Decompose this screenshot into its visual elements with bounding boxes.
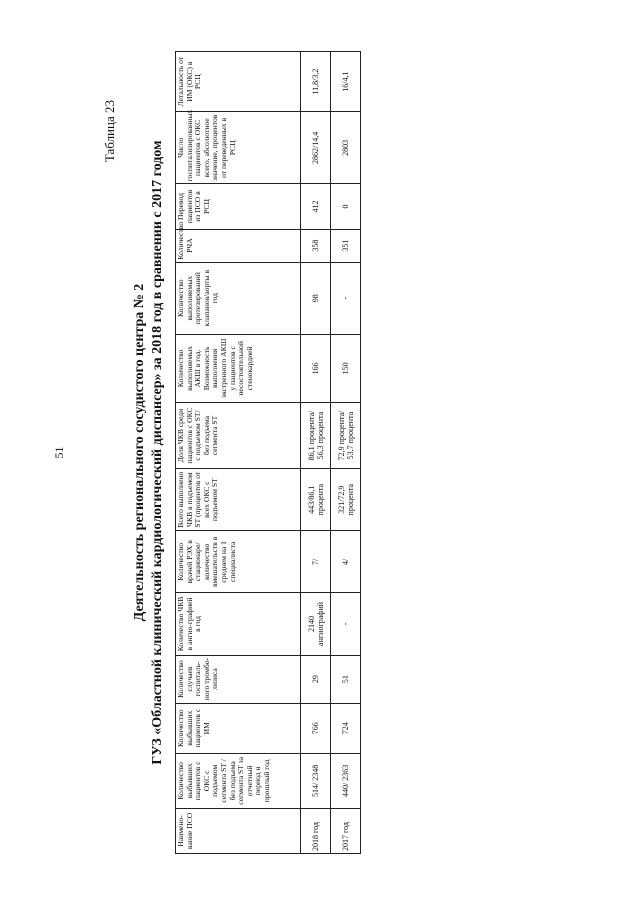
table-cell: 16/4,1 bbox=[331, 52, 361, 112]
header-cell: Наимено-вание ПСО bbox=[176, 808, 301, 853]
header-cell: Количество РЧА bbox=[176, 229, 301, 262]
header-cell: Количество выполняемых АКШ в год. Возможность выполнения экстренного АКШ у пациентов с несостоятельной стенокардией bbox=[176, 334, 301, 402]
table-cell: 412 bbox=[301, 184, 331, 229]
table-row bbox=[331, 52, 361, 854]
data-table bbox=[175, 51, 361, 854]
table-cell: - bbox=[331, 593, 361, 655]
table-cell: - bbox=[331, 262, 361, 334]
table-cell: 2018 год bbox=[301, 808, 331, 853]
table-cell: 443/86,1 процента bbox=[301, 469, 331, 531]
table-cell: 351 bbox=[331, 229, 361, 262]
table-cell: 766 bbox=[301, 703, 331, 753]
table-cell: 11,8/3,2 bbox=[301, 52, 331, 112]
table-cell: 4/ bbox=[331, 531, 361, 593]
header-cell: Летальность от ИМ (ОКС) в РСЦ bbox=[176, 52, 301, 112]
table-cell: 2017 год bbox=[331, 808, 361, 853]
header-cell: Количество врачей РЭХ в стационаре/ количество вмешательств в среднем на 1 специалиста bbox=[176, 531, 301, 593]
table-cell: 440/ 2363 bbox=[331, 753, 361, 808]
table-label: Таблица 23 bbox=[102, 100, 117, 163]
table-cell: 166 bbox=[301, 334, 331, 402]
table-cell: 7/ bbox=[301, 531, 331, 593]
page-number: 51 bbox=[52, 446, 66, 459]
table-cell: 51 bbox=[331, 655, 361, 703]
header-cell: Доля ЧКВ среди пациентов с ОКС с подъемом ST/ без подъема сегмента ST bbox=[176, 402, 301, 468]
table-cell: 150 bbox=[331, 334, 361, 402]
table-cell: 724 bbox=[331, 703, 361, 753]
table-cell: 72,9 процента/ 53,7 процента bbox=[331, 402, 361, 468]
table-cell: 2803 bbox=[331, 112, 361, 184]
header-cell: Количество случаев госпиталь-ного тромбо-лизиса bbox=[176, 655, 301, 703]
header-cell: Всего выполнено ЧКВ в подъемом ST (процентов от всех ОКС с подъемом ST bbox=[176, 469, 301, 531]
table-cell: 2140 ангиографий bbox=[301, 593, 331, 655]
header-cell: Число госпитализированных пациентов с ОКС всего, абсолютное значение, процентов от переведенных в РСЦ bbox=[176, 112, 301, 184]
header-cell: Количество ЧКВ в ангио-графией в год bbox=[176, 593, 301, 655]
table-cell: 514/ 2348 bbox=[301, 753, 331, 808]
table-cell: 321/72,9 процента bbox=[331, 469, 361, 531]
header-cell: Количество выбывших пациентов с ИМ bbox=[176, 703, 301, 753]
header-cell: Количество выполняемых протезирований клапанов/аорты в год bbox=[176, 262, 301, 334]
table-row bbox=[301, 52, 331, 854]
header-row bbox=[176, 52, 301, 854]
document-title-line-1: Деятельность регионального сосудистого центра № 2 bbox=[132, 283, 147, 622]
document-title-line-2: ГУЗ «Областной клинический кардиологический диспансер» за 2018 год в сравнении с 2017 годом bbox=[150, 140, 165, 765]
header-cell: Перевод пациентов из ПСО в РСЦ bbox=[176, 184, 301, 229]
table-cell: 98 bbox=[301, 262, 331, 334]
table-cell: 29 bbox=[301, 655, 331, 703]
table-cell: 0 bbox=[331, 184, 361, 229]
table-cell: 358 bbox=[301, 229, 331, 262]
table-cell: 2862/14,4 bbox=[301, 112, 331, 184]
header-cell: Количество выбывших пациентов с ОКС с подъемом сегмента ST / без подъема сегмента ST за отчетный период и прошлый год bbox=[176, 753, 301, 808]
table-cell: 86,1 процента/ 56,3 процента bbox=[301, 402, 331, 468]
